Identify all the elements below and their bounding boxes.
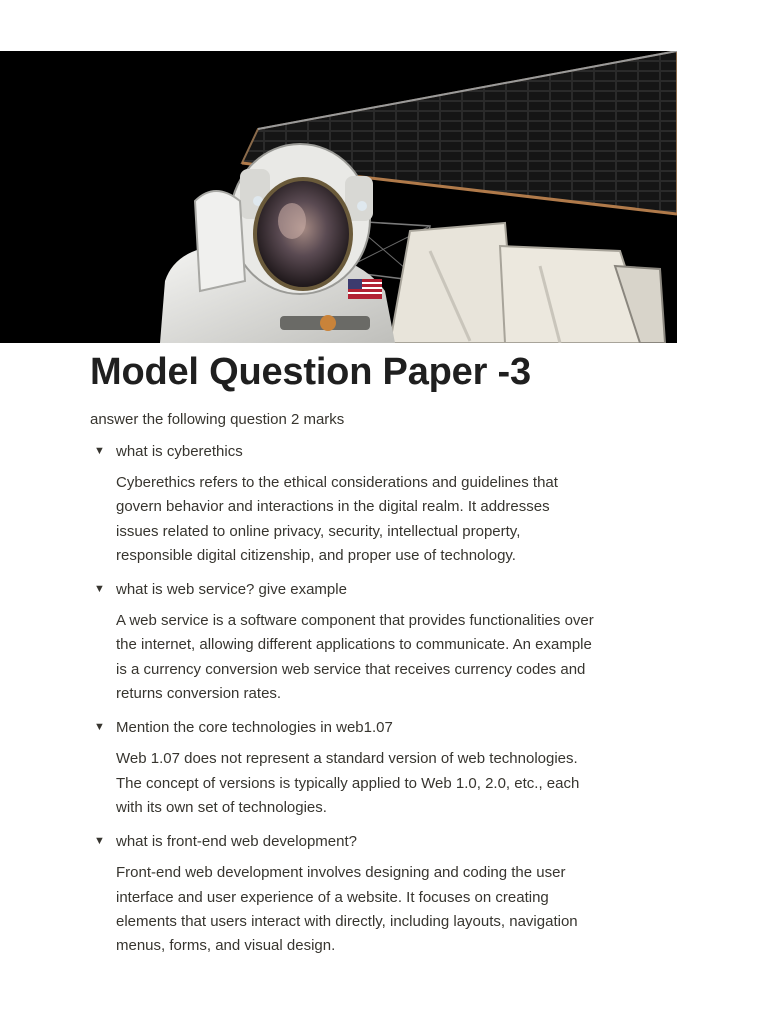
cover-image — [0, 51, 677, 343]
intro-text: answer the following question 2 marks — [90, 411, 345, 428]
toggle-block — [90, 830, 610, 958]
toggle-header[interactable] — [90, 830, 610, 852]
toggle-answer: Web 1.07 does not represent a standard version of web technologies. The concept of versions is typically applied to Web 1.0, 2.0, etc., each with its own set of technologies. — [116, 750, 580, 816]
page-title: Model Question Paper -3 — [90, 351, 531, 393]
triangle-down-icon[interactable]: ▼ — [94, 583, 105, 596]
triangle-down-icon[interactable]: ▼ — [94, 835, 105, 848]
astronaut-image — [0, 51, 677, 343]
toggle-question: what is cyberethics — [116, 442, 243, 460]
toggle-block — [90, 716, 610, 820]
toggle-answer: Front-end web development involves designing and coding the user interface and user experience of a website. It focuses on creating elements that users interact with directly, including layouts, navigation menus, forms, and visual design. — [116, 864, 578, 955]
toggle-question: what is front-end web development? — [116, 832, 357, 850]
toggle-header[interactable] — [90, 578, 610, 600]
toggle-question: what is web service? give example — [116, 580, 347, 598]
toggle-answer: Cyberethics refers to the ethical considerations and guidelines that govern behavior and interactions in the digital realm. It addresses issues related to online privacy, security, intellectual property, responsible digital citizenship, and proper use of technology. — [116, 474, 558, 564]
toggle-block — [90, 440, 610, 568]
toggle-block — [90, 578, 610, 706]
page-content — [90, 346, 610, 958]
triangle-down-icon[interactable]: ▼ — [94, 445, 105, 457]
toggle-answer: A web service is a software component that provides functionalities over the internet, allowing different applications to communicate. An example is a currency conversion web service that receives currency codes and returns conversion rates. — [116, 612, 594, 703]
toggle-header[interactable] — [90, 716, 610, 738]
triangle-down-icon[interactable]: ▼ — [94, 721, 105, 734]
toggle-question: Mention the core technologies in web1.07 — [116, 718, 393, 736]
toggle-header[interactable] — [90, 440, 610, 462]
